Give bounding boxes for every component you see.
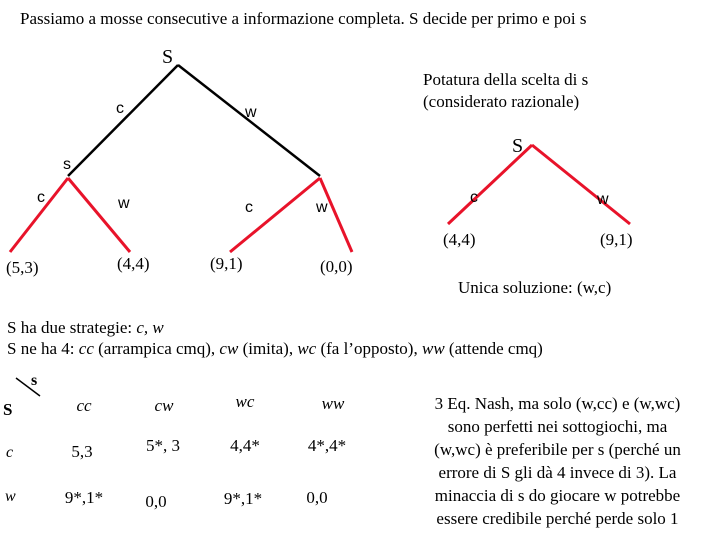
- cell-w-ww: 0,0: [306, 488, 328, 507]
- pruning-title-line1: Potatura della scelta di s: [423, 70, 589, 89]
- strategy-cw-desc: (imita),: [238, 339, 298, 358]
- payoff-w-w: (0,0): [320, 257, 353, 276]
- slide-title: Passiamo a mosse consecutive a informazione completa. S decide per primo e poi s: [20, 9, 587, 28]
- cell-w-cc: 9*,1*: [64, 488, 104, 507]
- strategies-s-prefix: S ne ha 4:: [7, 339, 79, 358]
- branch-s2-c: [230, 178, 320, 252]
- pruning-title-line2: (considerato razionale): [423, 92, 580, 111]
- commentary-line: 3 Eq. Nash, ma solo (w,cc) e (w,wc): [434, 394, 681, 413]
- col-header-ww: ww: [321, 394, 345, 413]
- commentary-line: (w,wc) è preferibile per s (perché un: [434, 440, 681, 459]
- cell-w-cw: 0,0: [145, 492, 167, 511]
- matrix-corner-row-player: S: [3, 400, 13, 419]
- row-header-w: w: [5, 488, 16, 505]
- tree-root-w-label: w: [245, 104, 257, 121]
- col-header-cc: cc: [76, 396, 92, 415]
- tree-s1-w-label: w: [118, 195, 130, 212]
- payoff-c-w: (4,4): [117, 254, 150, 273]
- nash-commentary: [395, 392, 720, 530]
- pruned-root-label: S: [512, 135, 524, 157]
- cell-c-ww: 4*,4*: [307, 436, 347, 455]
- tree-node-s-left: s: [63, 156, 71, 173]
- row-header-c: c: [6, 444, 14, 461]
- tree-s2-c-label: c: [245, 199, 253, 216]
- strategy-wc-code: wc: [297, 339, 317, 358]
- tree-s1-c-label: c: [37, 189, 45, 206]
- strategy-cc-desc: (arrampica cmq),: [93, 339, 220, 358]
- pruned-w-label: w: [597, 191, 609, 208]
- payoff-w-c: (9,1): [210, 254, 243, 273]
- pruned-payoff-c: (4,4): [443, 230, 476, 249]
- branch-S-c: [68, 65, 178, 176]
- col-header-wc: wc: [235, 392, 255, 411]
- pruned-branch-w: [532, 145, 630, 224]
- cell-c-wc: 4,4*: [230, 436, 260, 455]
- tree-root-label: S: [162, 46, 174, 68]
- commentary-line: essere credibile perché perde solo 1: [436, 509, 679, 528]
- commentary-line: minaccia di s do giocare w potrebbe: [434, 486, 681, 505]
- payoff-matrix: [0, 370, 390, 540]
- tree-s2-w-label: w: [316, 199, 328, 216]
- cell-c-cw: 5*, 3: [146, 436, 180, 455]
- strategies-line-s: [7, 339, 543, 359]
- strategy-cc-code: cc: [78, 339, 94, 358]
- strategies-S-prefix: S ha due strategie:: [7, 318, 137, 337]
- tree-root-c-label: c: [116, 100, 124, 117]
- pruned-c-label: c: [470, 189, 478, 206]
- pruned-payoff-w: (9,1): [600, 230, 633, 249]
- branch-s1-w: [68, 178, 130, 252]
- col-header-cw: cw: [154, 396, 174, 415]
- strategies-S-values: c, w: [136, 318, 164, 337]
- strategy-ww-desc: (attende cmq): [444, 339, 543, 358]
- commentary-line: errore di S gli dà 4 invece di 3). La: [438, 463, 677, 482]
- cell-w-wc: 9*,1*: [223, 489, 263, 508]
- unique-solution: Unica soluzione: (w,c): [458, 278, 612, 297]
- strategy-wc-desc: (fa l’opposto),: [316, 339, 422, 358]
- matrix-corner-col-player: s: [31, 372, 38, 389]
- cell-c-cc: 5,3: [71, 442, 93, 461]
- commentary-line: sono perfetti nei sottogiochi, ma: [447, 417, 668, 436]
- payoff-c-c: (5,3): [6, 258, 39, 277]
- strategy-cw-code: cw: [219, 339, 239, 358]
- strategies-line-S: [7, 318, 164, 338]
- strategy-ww-code: ww: [421, 339, 445, 358]
